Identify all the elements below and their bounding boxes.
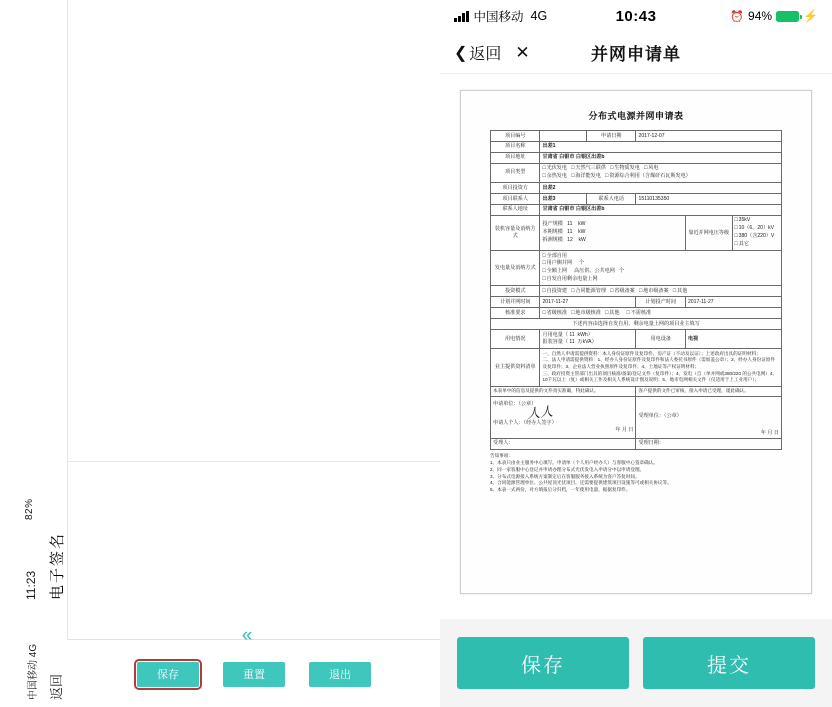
applicant-date-line: 年 月 日 [615, 427, 634, 434]
voltage-label: 靠近并网电压等级 [685, 215, 732, 250]
left-time-label: 11:23 [24, 570, 38, 600]
checkbox-option[interactable]: □ 不需核准 [627, 310, 652, 316]
accept-person-label: 受理人： [491, 438, 636, 449]
accept-org-label: 受理单位：（公章） [638, 412, 682, 419]
footer-note-item: 1、本表只由业主服务中心填写。申请单（个人用户经办人）与客服中心签章确认。 [490, 459, 658, 465]
apply-date-label: 申请日期 [587, 131, 636, 142]
checkbox-option[interactable]: □ 海洋能发电 [571, 173, 601, 179]
plan-grid-label: 计划并网时间 [491, 297, 540, 308]
capacity-row-name: 拆测规模 [542, 236, 563, 243]
consume-note: 高压供、公共电网 [574, 268, 615, 275]
confirm-right-text: 客户提供的文件已审核，接入申请已受理，谨此确认。 [636, 386, 782, 397]
mode-options [540, 286, 782, 297]
checkbox-option[interactable]: □ 其他 [605, 310, 619, 316]
footer-note-title: 告知事项： [490, 452, 513, 458]
table-row [491, 386, 782, 397]
capacity-row-value: 11 [567, 221, 573, 228]
project-no-value [540, 131, 587, 142]
contract-cap-value: 11 [569, 339, 575, 346]
apply-date-value: 2017-12-07 [636, 131, 782, 142]
electric-usage [540, 330, 636, 349]
project-type-options [540, 163, 782, 183]
plan-grid-value: 2017-11-27 [540, 297, 636, 308]
mode-label: 投资模式 [491, 286, 540, 297]
checkbox-option[interactable]: □ 自发自用剩余电量上网 [542, 276, 597, 282]
appliance-value: 电视 [685, 330, 781, 349]
save-button-small[interactable]: 保存 [137, 662, 199, 687]
confirm-left-text: 本表单中的信息及提供的文件真实准确，特此确认。 [491, 386, 636, 397]
attachment-item: 二、法人申请需提供资料：1、经办人身份证原件及复印件和法人委托书原件（需加盖公章）；2、经办人身份证原件及复印件；3、企业法人营业执照原件及复印件；4、土地证等产权证明材料； [542, 357, 775, 370]
table-row [491, 204, 782, 215]
footer-note [490, 453, 782, 494]
contact-phone-value: 15110135350 [636, 194, 782, 205]
left-screen-title: 电子签名 [49, 531, 66, 600]
table-row [491, 183, 782, 194]
page-title: 并网申请单 [591, 45, 681, 64]
back-label: 返回 [469, 46, 502, 63]
contact-label: 项目联系人 [491, 194, 540, 205]
table-row [491, 163, 782, 183]
application-form [490, 130, 782, 450]
footer-note-item: 4、合同能源管理单位、公共屋顶光伏项目，还需要提供建筑项目设施等可或相关协议等。 [490, 480, 672, 486]
contract-cap-label: 报装容量（ [542, 339, 568, 346]
left-button-row [68, 660, 440, 688]
capacity-row-value: 11 [567, 229, 573, 236]
investor-value: 出差2 [540, 183, 782, 194]
battery-percent-label: 94% [748, 9, 773, 23]
attachment-item: 三、政府投资主管部门出具的项目核准/备案/登记文件（复印件）；4、发电（自（单并网或380/220 的公共电网）4、10千瓦以上（复）或相关工作及相关人系统设计图及说明；5、地市电网相关文件（仅适用于上工业用户）； [542, 370, 778, 383]
attachment-list [540, 349, 782, 386]
attachment-item: 一、自然人申请需提供资料：本人身份证原件及复印件、房产证（不动及以证）；上述政府出具的证明材料； [542, 350, 761, 356]
month-usage-value: 11 [569, 331, 575, 338]
clock-label: 10:43 [615, 7, 657, 25]
accept-signature-cell[interactable] [636, 397, 782, 439]
nav-bar [440, 32, 832, 74]
save-button[interactable]: 保存 [457, 637, 629, 689]
plan-put-label: 计划投产时间 [636, 297, 685, 308]
table-row [491, 308, 782, 319]
capacity-values [540, 215, 685, 250]
project-no-label: 项目编号 [491, 131, 540, 142]
applicant-person-label: 申请人个人：（经办人签字） [493, 420, 557, 427]
contact-address-value: 甘肃省 白银市 白银区出差b [540, 204, 782, 215]
table-row [491, 286, 782, 297]
consume-unit: 个 [579, 260, 585, 267]
contact-value: 出差3 [540, 194, 587, 205]
chevron-left-icon: ❮ [454, 44, 468, 62]
close-icon[interactable]: ✕ [515, 42, 530, 62]
document-viewer[interactable] [440, 74, 832, 619]
checkbox-option[interactable]: □ 全额上网 [542, 268, 567, 274]
applicant-signature-cell[interactable] [491, 397, 636, 439]
exit-button-small[interactable]: 退出 [309, 662, 371, 687]
chevron-down-icon[interactable]: « [241, 625, 253, 646]
contact-address-label: 联系人地址 [491, 204, 540, 215]
submit-button[interactable]: 提交 [643, 637, 815, 689]
back-button[interactable] [454, 41, 501, 64]
capacity-row-unit: kW [578, 229, 586, 236]
document-page [460, 90, 812, 594]
checkbox-option[interactable]: □ 35kV [735, 217, 751, 223]
table-row [491, 330, 782, 349]
table-row [491, 297, 782, 308]
footer-note-item: 2、同一家客服中心登记并申请办理分布式光伏发电入申请分中以申请登理。 [490, 466, 645, 472]
appliance-label: 用电设备 [636, 330, 685, 349]
checkbox-option[interactable]: □ 地市级核准 [571, 310, 601, 316]
table-row [491, 131, 782, 142]
contract-cap-unit: 万kVA） [577, 339, 597, 346]
applicant-org-label: 申请单位：（公章） [493, 401, 537, 408]
electric-section-note: 下述内容由选择自发自用、剩余电量上网的项目业主填写 [491, 319, 782, 330]
signature-image: 人人 [526, 403, 554, 422]
document-title: 分布式电源并网申请表 [588, 111, 684, 121]
plan-put-value: 2017-11-27 [685, 297, 781, 308]
table-row [491, 397, 782, 439]
checkbox-option[interactable]: □ 余热发电 [542, 173, 567, 179]
rotated-status-strip [0, 0, 68, 700]
network-label: 4G [530, 9, 548, 23]
carrier-label: 中国移动 [473, 10, 524, 24]
accept-date-line: 年 月 日 [760, 429, 779, 436]
checkbox-option[interactable]: □ 省级核准 [542, 310, 567, 316]
battery-icon [776, 11, 799, 22]
consume-options [540, 251, 782, 286]
consume-unit2: 个 [619, 268, 625, 275]
table-row [491, 215, 782, 250]
checkbox-option[interactable]: □ 380（含220）V [735, 233, 775, 239]
checkbox-option[interactable]: □ 合同能源管理 [571, 288, 606, 294]
filing-options [540, 308, 782, 319]
month-usage-label: 月用电量（ [542, 331, 568, 338]
signature-canvas[interactable] [68, 0, 440, 640]
footer-note-item: 3、分布式电源接入系统方案制定后在客服服务接入系统为客户答复时间。 [490, 473, 640, 479]
table-row [491, 349, 782, 386]
status-bar [440, 0, 832, 32]
project-address-value: 甘肃省 白银市 白银区出差b [540, 152, 782, 163]
left-battery-label: 82% [24, 498, 35, 520]
checkbox-option[interactable]: □ 资源综合利用（含煤矸石瓦斯发电） [605, 173, 691, 179]
checkbox-option[interactable]: □ 光伏发电 [542, 165, 567, 171]
left-separator [68, 461, 440, 462]
alarm-icon: ⏰ [730, 10, 745, 23]
project-name-label: 项目名称 [491, 141, 540, 152]
checkbox-option[interactable]: □ 其它 [735, 241, 749, 247]
phone-screen [440, 0, 832, 707]
filing-label: 核准要求 [491, 308, 540, 319]
panel-divider [67, 0, 68, 640]
capacity-label: 装机容量及消纳方式 [491, 215, 540, 250]
project-name-value: 出差1 [540, 141, 782, 152]
accept-date-label: 受理日期： [636, 438, 782, 449]
footer-note-item: 5、本表一式两份，对方填报后分归档，一年使用电量，据据复印件。 [490, 487, 631, 493]
action-bar [440, 619, 832, 707]
table-row [491, 251, 782, 286]
capacity-row-name: 投产规模 [542, 221, 563, 228]
checkbox-option[interactable]: □ 用户侧并网 [542, 260, 572, 266]
attachment-label: 业主提供资料清单 [491, 349, 540, 386]
contact-phone-label: 联系人电话 [587, 194, 636, 205]
left-back-button[interactable]: 返回 [49, 673, 64, 700]
capacity-row-unit: kW [578, 236, 586, 243]
project-type-label: 项目类型 [491, 163, 540, 183]
left-carrier-label: 中国移动 4G [28, 643, 39, 700]
checkbox-option[interactable]: □ 天然气三联供 [571, 165, 606, 171]
table-row [491, 319, 782, 330]
checkbox-option[interactable]: □ 地市级备案 [639, 288, 669, 294]
voltage-options [732, 215, 782, 250]
table-row [491, 438, 782, 449]
charging-icon: ⚡ [803, 9, 818, 23]
consume-label: 发电量及消纳方式 [491, 251, 540, 286]
checkbox-option[interactable]: □ 10（6、20）kV [735, 225, 775, 231]
reset-button-small[interactable]: 重置 [223, 662, 285, 687]
investor-label: 项目投资方 [491, 183, 540, 194]
project-address-label: 项目地址 [491, 152, 540, 163]
table-row [491, 152, 782, 163]
month-usage-unit: kWh） [577, 331, 593, 338]
capacity-row-unit: kW [578, 221, 586, 228]
electric-label: 用电情况 [491, 330, 540, 349]
checkbox-option[interactable]: □ 其他 [673, 288, 687, 294]
checkbox-option[interactable]: □ 全部自用 [542, 253, 567, 259]
capacity-row-value: 12 [567, 236, 573, 243]
table-row [491, 194, 782, 205]
checkbox-option[interactable]: □ 风电 [644, 165, 658, 171]
capacity-row-name: 本期规模 [542, 229, 563, 236]
checkbox-option[interactable]: □ 生物质发电 [610, 165, 640, 171]
checkbox-option[interactable]: □ 省级备案 [610, 288, 635, 294]
checkbox-option[interactable]: □ 自投资建 [542, 288, 567, 294]
table-row [491, 141, 782, 152]
